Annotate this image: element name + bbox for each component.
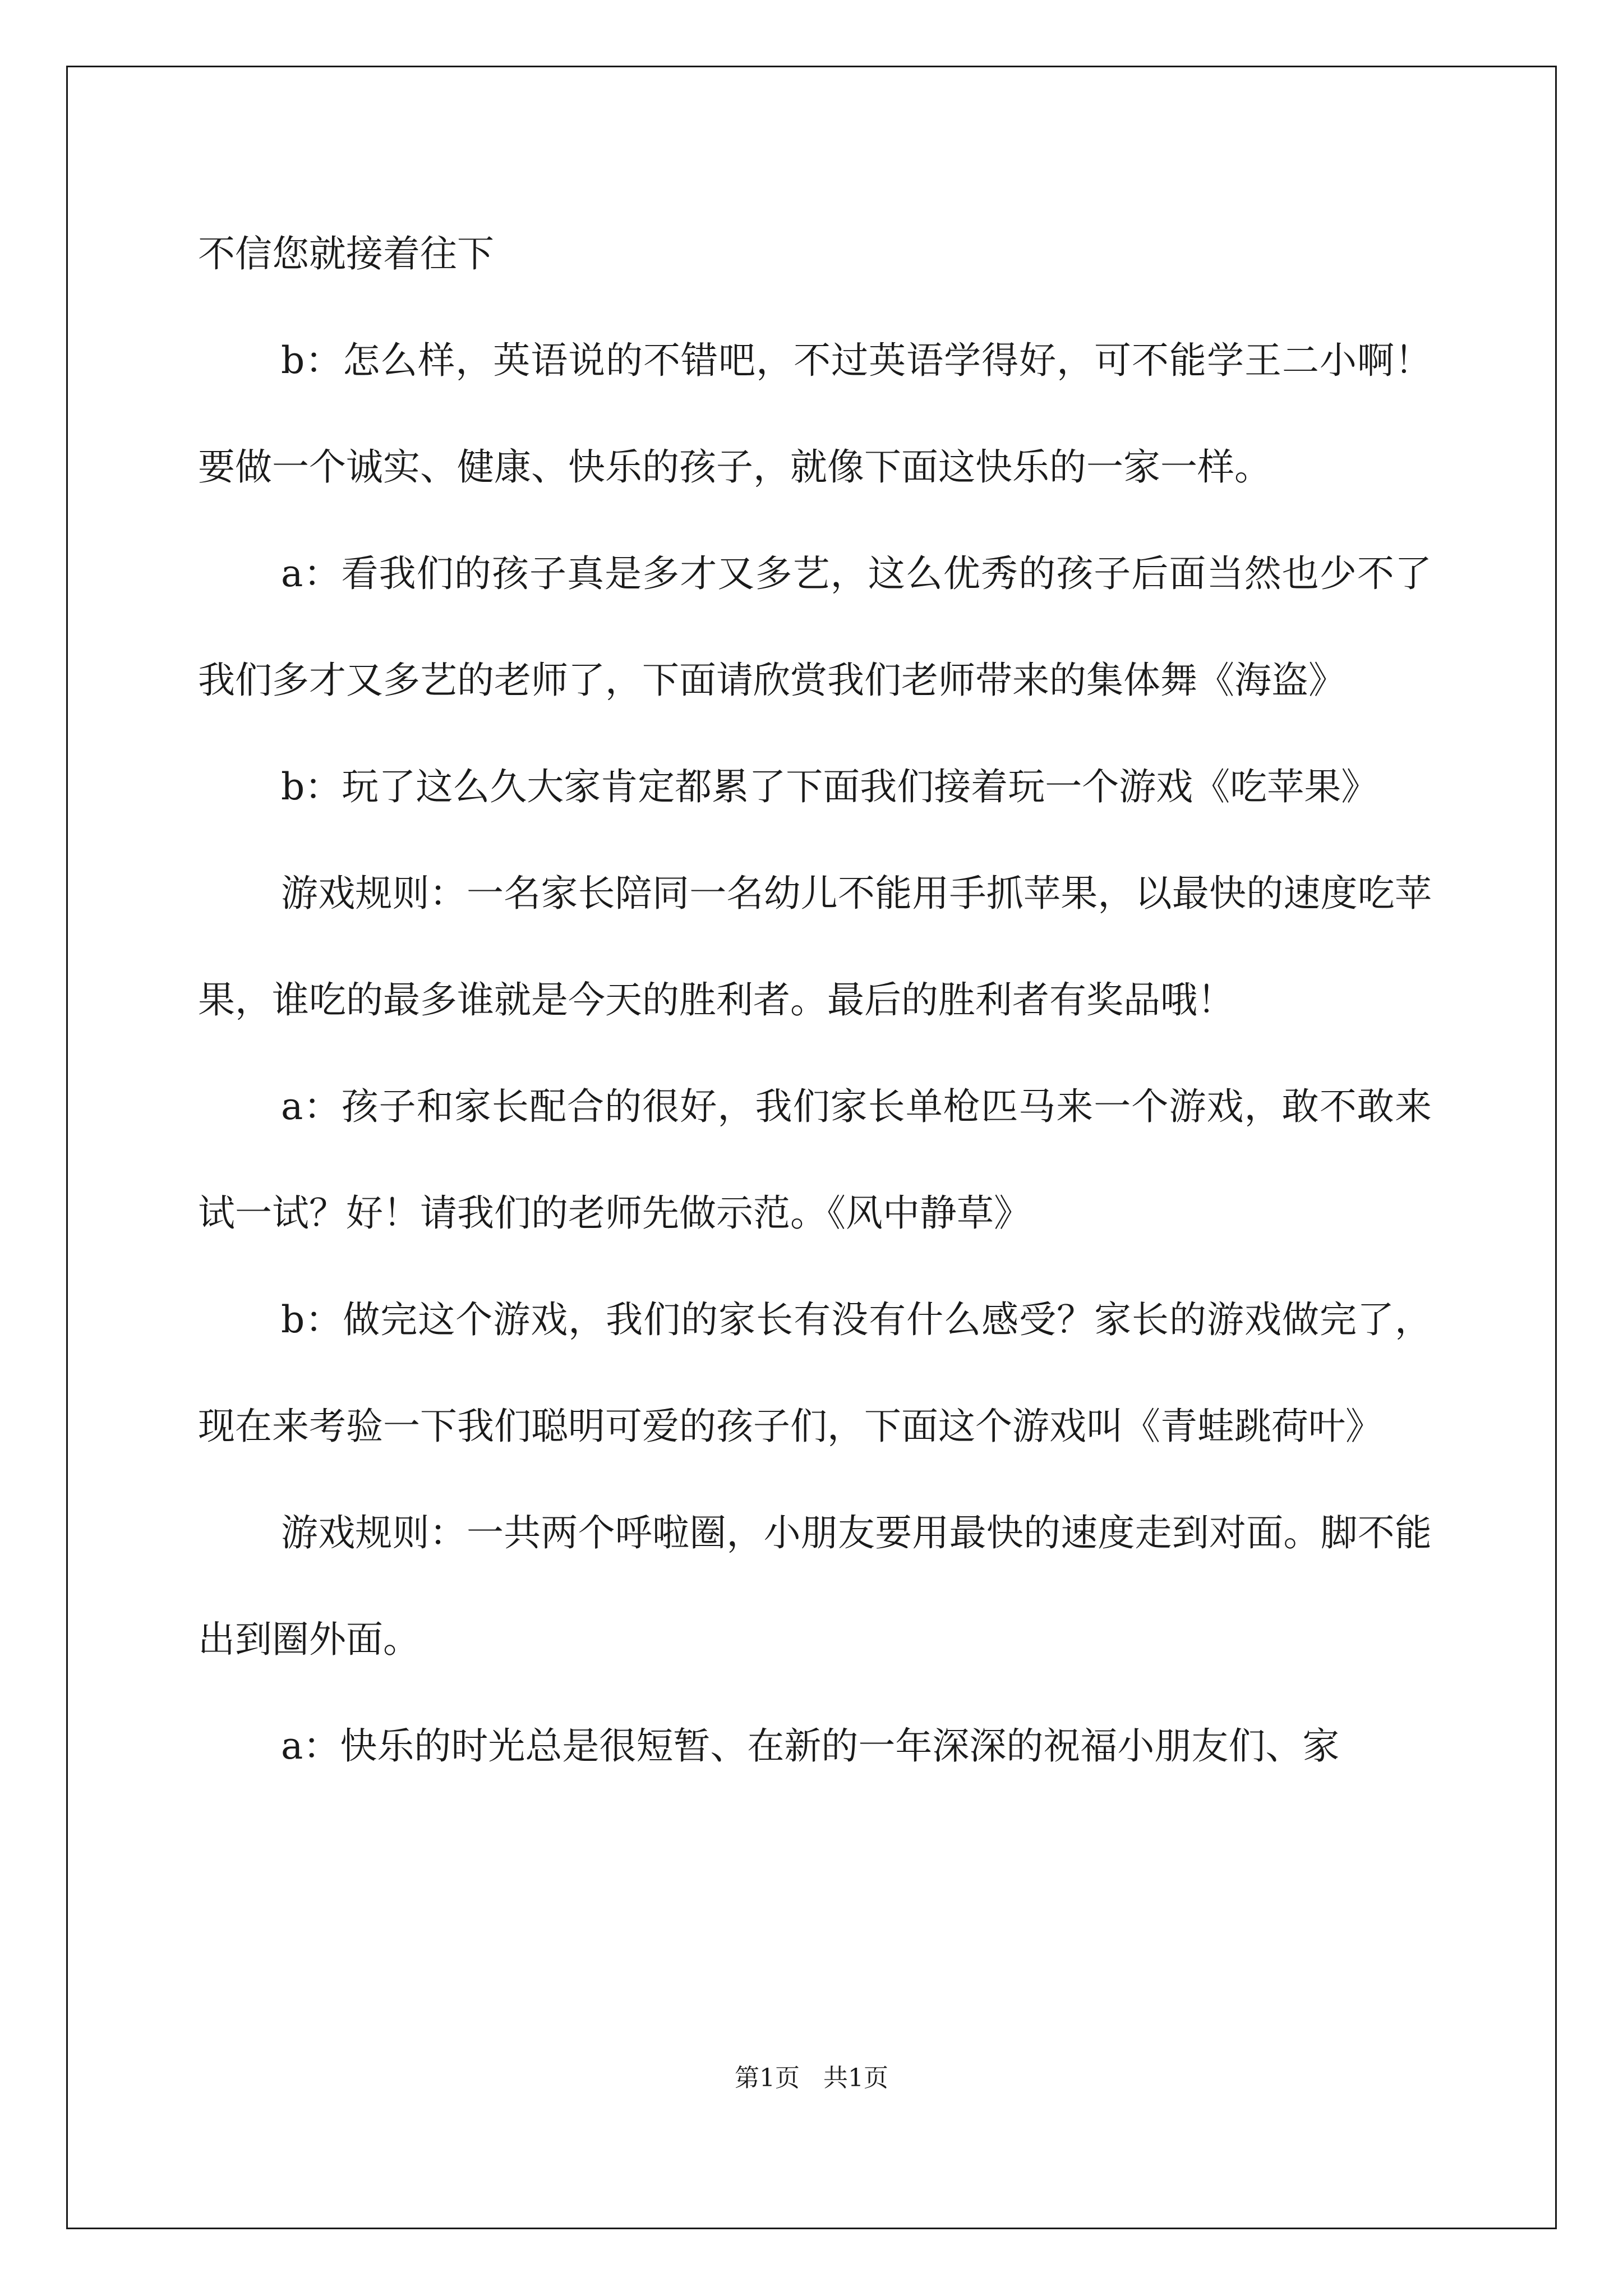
paragraph-8: 游戏规则：一共两个呼啦圈，小朋友要用最快的速度走到对面。脚不能出到圈外面。 bbox=[198, 1511, 1432, 1661]
paragraph-5: 游戏规则：一名家长陪同一名幼儿不能用手抓苹果，以最快的速度吃苹果，谁吃的最多谁就是今天的胜利者。最后的胜利者有奖品哦！ bbox=[198, 872, 1432, 1022]
paragraph-9: a：快乐的时光总是很短暂、在新的一年深深的祝福小朋友们、家 bbox=[281, 1724, 1340, 1768]
document-body bbox=[198, 201, 1432, 1800]
paragraph-6: a：孩子和家长配合的很好，我们家长单枪匹马来一个游戏，敢不敢来试一试？好！请我们的老师先做示范。《风中静草》 bbox=[198, 1085, 1432, 1235]
paragraph-1: 不信您就接着往下 bbox=[198, 232, 494, 275]
paragraph-4: b：玩了这么久大家肯定都累了下面我们接着玩一个游戏《吃苹果》 bbox=[281, 765, 1378, 808]
paragraph-7: b：做完这个游戏，我们的家长有没有什么感受？家长的游戏做完了，现在来考验一下我们聪明可爱的孩子们，下面这个游戏叫《青蛙跳荷叶》 bbox=[198, 1298, 1432, 1448]
paragraph-3: a：看我们的孩子真是多才又多艺，这么优秀的孩子后面当然也少不了我们多才又多艺的老师了，下面请欣赏我们老师带来的集体舞《海盗》 bbox=[198, 552, 1432, 702]
page-footer: 第1页 共1页 bbox=[735, 2064, 888, 2092]
paragraph-2: b：怎么样，英语说的不错吧，不过英语学得好，可不能学王二小啊！要做一个诚实、健康、快乐的孩子，就像下面这快乐的一家一样。 bbox=[198, 339, 1432, 489]
